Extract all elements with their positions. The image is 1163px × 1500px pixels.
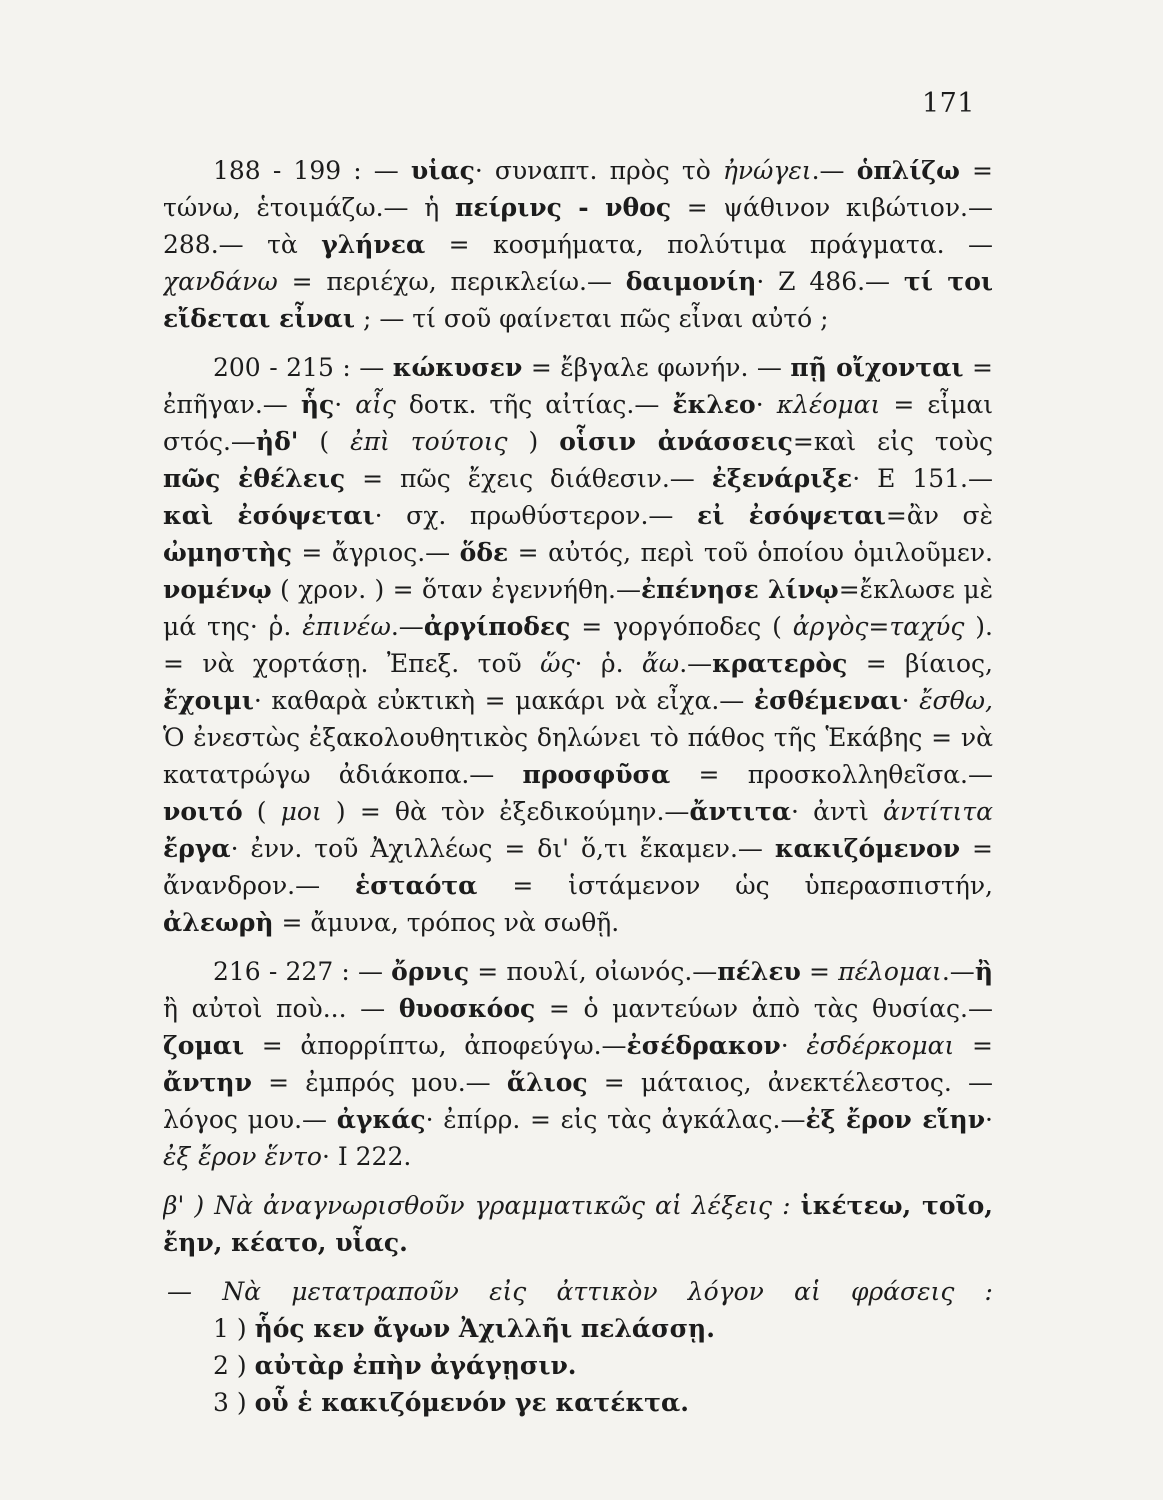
gloss-text: = ἄγριος.—: [291, 538, 460, 567]
gloss-text: ) = θὰ τὸν ἐξεδικούμην.—: [321, 797, 690, 826]
gloss-text: · ἐνν. τοῦ Ἀχιλλέως = δι' ὅ,τι ἔκαμεν.—: [230, 834, 775, 863]
text-line: [163, 1027, 993, 1064]
gloss-text: δοτκ. τῆς αἰτίας.—: [395, 390, 673, 419]
lemma-term: προσφῦσα: [522, 760, 671, 789]
gloss-text: = ἀπορρίπτω, ἀποφεύγω.—: [244, 1031, 627, 1060]
gloss-text: 216 - 227 : —: [213, 957, 392, 986]
italic-text: ἐξ ἔρον ἕντο: [163, 1142, 322, 1171]
paragraph-gap: [163, 337, 993, 349]
gloss-text: Ὁ ἐνεστὼς ἐξακολουθητικὸς δηλώνει τὸ πάθος τῆς Ἑκάβης = νὰ: [163, 723, 993, 752]
text-line: [163, 645, 993, 682]
gloss-text: τώνω, ἑτοιμάζω.— ἡ: [163, 193, 455, 222]
lemma-term: ἀλεωρὴ: [163, 908, 274, 937]
gloss-text: ).: [975, 612, 993, 641]
lemma-term: νοιτό: [163, 797, 243, 826]
text-line: [163, 990, 993, 1027]
gloss-text: .—: [941, 957, 975, 986]
gloss-text: · συναπτ. πρὸς τὸ: [474, 156, 723, 185]
gloss-text: ·: [334, 390, 356, 419]
lemma-term: ὁπλίζω: [856, 156, 960, 185]
gloss-text: = ψάθινον κιβώτιον.—: [671, 193, 993, 222]
lemma-term: ἱκέτεω, τοῖο,: [800, 1191, 993, 1220]
text-line: [163, 1273, 993, 1310]
gloss-text: ·: [780, 1031, 807, 1060]
gloss-text: .—: [679, 649, 713, 678]
italic-text: β' ) Νὰ ἀναγνωρισθοῦν γραμματικῶς αἱ λέξεις :: [163, 1191, 801, 1220]
text-line: [163, 460, 993, 497]
lemma-term: πῶς ἐθέλεις: [163, 464, 346, 493]
italic-text: πέλομαι: [838, 957, 942, 986]
text-line: [163, 682, 993, 719]
lemma-term: ἄντιτα: [689, 797, 791, 826]
commentary-text: [163, 152, 993, 1421]
gloss-text: =: [972, 353, 993, 382]
lemma-term: δαιμονίη: [625, 267, 757, 296]
lemma-term: τί τοι: [903, 267, 993, 296]
gloss-text: = κοσμήματα, πολύτιμα πράγματα. —: [425, 230, 993, 259]
gloss-text: = εἶμαι: [893, 390, 993, 419]
gloss-text: = πῶς ἔχεις διάθεσιν.—: [345, 464, 712, 493]
gloss-text: =: [800, 957, 839, 986]
lemma-term: ἐξ ἔρον εἵην: [805, 1105, 986, 1134]
italic-text: ἐσδέρκομαι: [806, 1031, 955, 1060]
text-line: [163, 534, 993, 571]
lemma-term: ἐπένησε λίνῳ: [640, 575, 839, 604]
gloss-text: .—: [811, 156, 857, 185]
italic-text: ὥς: [540, 649, 575, 678]
gloss-text: · E 151.—: [852, 464, 993, 493]
text-line: [163, 152, 993, 189]
lemma-term: ὅδε: [459, 538, 509, 567]
lemma-term: καὶ ἐσόψεται: [163, 501, 375, 530]
gloss-text: = μάταιος, ἀνεκτέλεστος. —: [587, 1068, 993, 1097]
lemma-term: ἔην, κέατο, υἷας.: [163, 1228, 408, 1257]
italic-text: ἄω: [641, 649, 680, 678]
lemma-term: ζομαι: [163, 1031, 245, 1060]
gloss-text: =ἂν σὲ: [885, 501, 993, 530]
italic-text: — Νὰ μετατραποῦν εἰς ἀττικὸν λόγον αἱ φράσεις :: [167, 1277, 993, 1306]
gloss-text: 188 - 199 : —: [213, 156, 411, 185]
lemma-term: ἔργα: [163, 834, 231, 863]
paragraph-gap: [163, 941, 993, 953]
gloss-text: = βίαιος,: [865, 649, 993, 678]
gloss-text: = νὰ χορτάσῃ. Ἐπεξ. τοῦ: [163, 649, 541, 678]
italic-text: κλέομαι: [776, 390, 881, 419]
lemma-term: ἢ: [974, 957, 993, 986]
text-line: [163, 263, 993, 300]
lemma-term: ἀγκάς: [336, 1105, 426, 1134]
lemma-term: ὠμηστὴς: [163, 538, 292, 567]
text-line: [163, 756, 993, 793]
lemma-term: πέλευ: [717, 957, 801, 986]
gloss-text: · ἐπίρρ. = εἰς τὰς ἀγκάλας.—: [425, 1105, 806, 1134]
gloss-text: = αὐτός, περὶ τοῦ ὁποίου ὁμιλοῦμεν.: [517, 538, 993, 567]
gloss-text: = πουλί, οἰωνός.—: [469, 957, 718, 986]
text-line: [163, 226, 993, 263]
text-line: [163, 1347, 993, 1384]
lemma-term: ἠδ': [255, 427, 299, 456]
gloss-text: = περιέχω, περικλείω.—: [277, 267, 626, 296]
gloss-text: 3 ): [213, 1388, 255, 1417]
lemma-term: ὄρνις: [391, 957, 470, 986]
text-line: [163, 1187, 993, 1224]
lemma-term: εἰ ἐσόψεται: [697, 501, 886, 530]
text-line: [163, 953, 993, 990]
gloss-text: (: [242, 797, 281, 826]
lemma-term: ἐσέδρακον: [626, 1031, 781, 1060]
lemma-term: νομένῳ: [163, 575, 272, 604]
italic-text: ἔσθω,: [919, 686, 993, 715]
gloss-text: .—: [390, 612, 424, 641]
text-line: [163, 1101, 993, 1138]
italic-text: ἀντίτιτα: [882, 797, 993, 826]
text-line: [163, 867, 993, 904]
text-line: [163, 608, 993, 645]
italic-text: ἐπὶ τούτοις: [350, 427, 508, 456]
lemma-term: εἴδεται εἶναι: [163, 304, 356, 333]
lemma-term: κρατερὸς: [712, 649, 848, 678]
gloss-text: =ἔκλωσε μὲ: [838, 575, 993, 604]
gloss-text: =: [972, 834, 993, 863]
lemma-term: γλήνεα: [321, 230, 426, 259]
gloss-text: ἐπῆγαν.—: [163, 390, 301, 419]
gloss-text: = γοργόποδες (: [570, 612, 793, 641]
lemma-term: ἅλιος: [506, 1068, 588, 1097]
lemma-term: υἱας: [410, 156, 475, 185]
text-line: [163, 830, 993, 867]
lemma-term: ἐξενάριξε: [711, 464, 853, 493]
text-line: [163, 1064, 993, 1101]
italic-text: μοι: [280, 797, 322, 826]
italic-text: ἐπινέω: [302, 612, 391, 641]
gloss-text: ; — τί σοῦ φαίνεται πῶς εἶναι αὐτό ;: [355, 304, 829, 333]
gloss-text: =καὶ εἰς τοὺς: [792, 427, 993, 456]
gloss-text: · Z 486.—: [756, 267, 904, 296]
gloss-text: =: [972, 1031, 993, 1060]
lemma-term: ἄντην: [163, 1068, 252, 1097]
gloss-text: (: [298, 427, 351, 456]
text-line: [163, 793, 993, 830]
italic-text: ἠνώγει: [722, 156, 812, 185]
text-line: [163, 349, 993, 386]
page-number: 171: [921, 88, 975, 119]
gloss-text: =: [972, 156, 993, 185]
gloss-text: στός.—: [163, 427, 256, 456]
italic-text: χανδάνω: [163, 267, 278, 296]
gloss-text: λόγος μου.—: [163, 1105, 337, 1134]
text-line: [163, 1310, 993, 1347]
gloss-text: = ἱστάμενον ὡς ὑπερασπιστήν,: [512, 871, 993, 900]
text-line: [163, 571, 993, 608]
gloss-text: ): [507, 427, 560, 456]
text-line: [163, 1384, 993, 1421]
gloss-text: κατατρώγω ἀδιάκοπα.—: [163, 760, 523, 789]
gloss-text: ·: [755, 390, 777, 419]
lemma-term: αὐτὰρ ἐπὴν ἀγάγῃσιν.: [254, 1351, 577, 1380]
text-line: [163, 1138, 993, 1175]
gloss-text: μά της· ῥ.: [163, 612, 303, 641]
lemma-term: ἔκλεο: [672, 390, 756, 419]
gloss-text: = ἄμυνα, τρόπος νὰ σωθῇ.: [273, 908, 620, 937]
italic-text: ἀργὸς=ταχύς: [792, 612, 965, 641]
text-line: [163, 1224, 993, 1261]
lemma-term: πῇ οἴχονται: [790, 353, 964, 382]
gloss-text: = προσκολληθεῖσα.—: [670, 760, 993, 789]
gloss-text: · ῥ.: [574, 649, 642, 678]
text-line: [163, 423, 993, 460]
gloss-text: = ἐμπρός μου.—: [251, 1068, 507, 1097]
gloss-text: 1 ): [213, 1314, 255, 1343]
lemma-term: οὗ ἑ κακιζόμενόν γε κατέκτα.: [254, 1388, 689, 1417]
gloss-text: ·: [901, 686, 920, 715]
gloss-text: ἄνανδρον.—: [163, 871, 355, 900]
lemma-term: ἀργίποδες: [423, 612, 571, 641]
lemma-term: κώκυσεν: [392, 353, 523, 382]
gloss-text: · σχ. πρωθύστερον.—: [374, 501, 698, 530]
gloss-text: · καθαρὰ εὐκτικὴ = μακάρι νὰ εἶχα.—: [253, 686, 754, 715]
gloss-text: 2 ): [213, 1351, 255, 1380]
paragraph-gap: [163, 1175, 993, 1187]
lemma-term: ἧός κεν ἄγων Ἀχιλλῆι πελάσσῃ.: [254, 1314, 715, 1343]
gloss-text: 200 - 215 : —: [213, 353, 393, 382]
text-line: [163, 904, 993, 941]
lemma-term: πείρινς - νθος: [454, 193, 672, 222]
gloss-text: = ὁ μαντεύων ἀπὸ τὰς θυσίας.—: [535, 994, 993, 1023]
text-line: [163, 189, 993, 226]
gloss-text: 288.— τὰ: [163, 230, 322, 259]
gloss-text: ·: [985, 1105, 993, 1134]
paragraph-gap: [163, 1261, 993, 1273]
lemma-term: θυοσκόος: [398, 994, 536, 1023]
text-line: [163, 497, 993, 534]
gloss-text: · ἀντὶ: [791, 797, 883, 826]
gloss-text: · I 222.: [321, 1142, 412, 1171]
text-line: [163, 719, 993, 756]
gloss-text: = ἔβγαλε φωνήν. —: [522, 353, 791, 382]
text-line: [163, 386, 993, 423]
gloss-text: ἢ αὐτοὶ ποὺ... —: [163, 994, 399, 1023]
lemma-term: κακιζόμενον: [774, 834, 961, 863]
lemma-term: ἑσταότα: [355, 871, 478, 900]
lemma-term: ἔχοιμι: [163, 686, 254, 715]
text-line: [163, 300, 993, 337]
lemma-term: ἐσθέμεναι: [753, 686, 902, 715]
lemma-term: ἧς: [300, 390, 335, 419]
italic-text: αἷς: [355, 390, 396, 419]
lemma-term: οἷσιν ἀνάσσεις: [559, 427, 793, 456]
gloss-text: ( χρον. ) = ὅταν ἐγεννήθη.—: [271, 575, 641, 604]
